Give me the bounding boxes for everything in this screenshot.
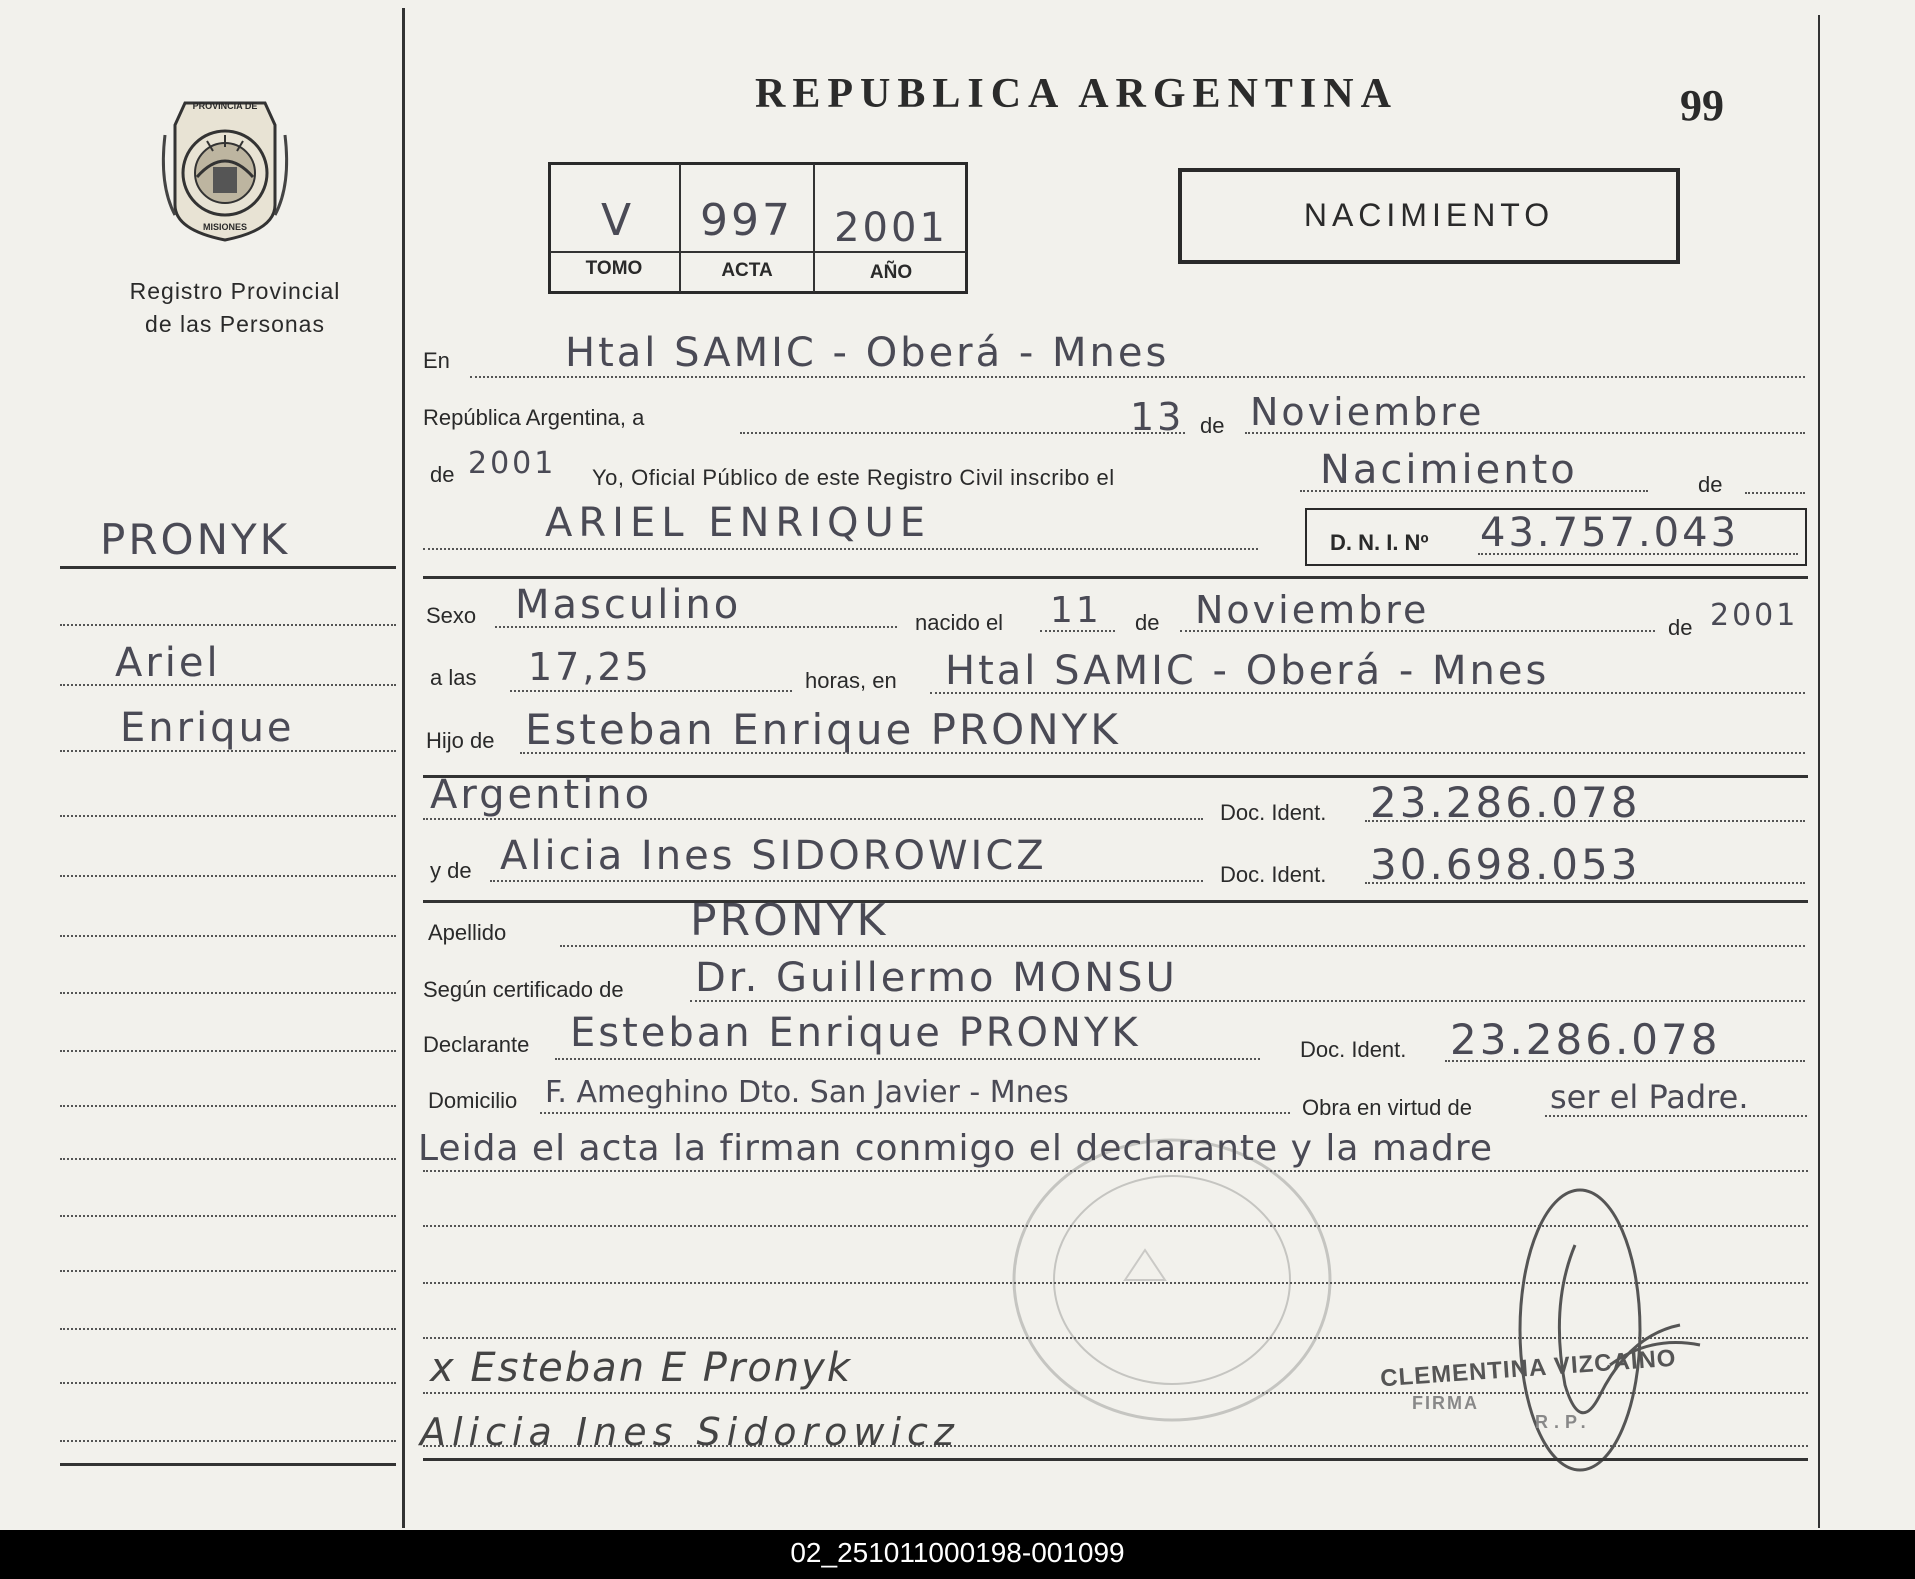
margin-surname: PRONYK: [100, 515, 291, 564]
nacido-de-label: de: [1135, 610, 1160, 635]
declarante-value: Esteban Enrique PRONYK: [570, 1010, 1141, 1056]
page-right-rule: [1818, 15, 1820, 1528]
signature-base-rule: [423, 1458, 1808, 1461]
officer-signature-scribble: [1500, 1185, 1720, 1475]
domicilio-label: Domicilio: [428, 1088, 518, 1113]
apellido-label: Apellido: [428, 920, 507, 945]
year-prefix-label: de: [430, 462, 455, 487]
declarante-line: [555, 1058, 1260, 1060]
hora-value: 17,25: [528, 645, 652, 689]
registry-name-line1: Registro Provincial: [129, 278, 341, 304]
nacido-de2-label: de: [1668, 615, 1693, 640]
madre-doc-label: Doc. Ident.: [1220, 862, 1327, 887]
padre-value: Esteban Enrique PRONYK: [525, 705, 1121, 754]
declarante-signature: x Esteban E Pronyk: [430, 1345, 852, 1391]
padre-doc-label: Doc. Ident.: [1220, 800, 1327, 825]
inscribe-text: Yo, Oficial Público de este Registro Civil inscribo el: [592, 465, 1115, 490]
officer-stamp-firma: FIRMA: [1412, 1393, 1479, 1413]
madre-doc-value: 30.698.053: [1370, 840, 1641, 889]
officer-stamp-rp: R.P.: [1535, 1412, 1592, 1432]
margin-left-rule: [402, 8, 405, 1528]
margin-surname-rule: [60, 566, 396, 569]
sexo-value: Masculino: [515, 582, 742, 628]
dni-value: 43.757.043: [1480, 510, 1740, 556]
madre-signature: Alicia Ines Sidorowicz: [420, 1410, 960, 1454]
hijo-label: Hijo de: [426, 728, 495, 753]
section-separator-1: [423, 576, 1808, 579]
footer-identifier: 02_251011000198-001099: [790, 1537, 1125, 1568]
officer-stamp-name: CLEMENTINA VIZCAINO: [1379, 1344, 1678, 1393]
acto-value: Nacimiento: [1320, 447, 1578, 493]
hora-line: [510, 690, 792, 692]
tomo-value: V: [600, 195, 635, 246]
record-box-divider-1: [679, 164, 681, 292]
acta-value: 997: [700, 195, 793, 246]
declarante-label: Declarante: [423, 1032, 530, 1057]
en-value: Htal SAMIC - Oberá - Mnes: [565, 330, 1170, 376]
nacido-dia: 11: [1050, 590, 1102, 631]
yde-label: y de: [430, 858, 472, 883]
padre-nac-line: [423, 818, 1203, 820]
domicilio-line: [540, 1112, 1290, 1114]
acto-de-label: de: [1698, 472, 1723, 497]
madre-line: [490, 880, 1203, 882]
domicilio-value: F. Ameghino Dto. San Javier - Mnes: [545, 1075, 1069, 1110]
document-type: NACIMIENTO: [1303, 197, 1555, 233]
sexo-label: Sexo: [426, 603, 477, 628]
registration-month: Noviembre: [1250, 390, 1485, 434]
madre-rule: [423, 900, 1808, 903]
acta-label: ACTA: [721, 260, 773, 281]
registration-year: 2001: [468, 446, 557, 481]
record-box-label-rule: [550, 251, 966, 253]
tomo-label: TOMO: [585, 258, 643, 279]
declarante-doc-value: 23.286.078: [1450, 1015, 1721, 1064]
seal-lettering-top: PROVINCIA DE: [192, 101, 258, 111]
anio-value: 2001: [834, 205, 948, 251]
registration-de-label: de: [1200, 413, 1225, 438]
nacido-label: nacido el: [915, 610, 1004, 635]
registry-name-line2: de las Personas: [145, 311, 325, 337]
registration-day: 13: [1130, 395, 1185, 439]
alas-label: a las: [430, 665, 477, 690]
child-name: ARIEL ENRIQUE: [545, 500, 932, 546]
leida-text: Leida el acta la firman conmigo el declarante y la madre: [418, 1128, 1493, 1169]
acto-de-line: [1745, 492, 1805, 494]
seal-lettering-bottom: MISIONES: [202, 222, 247, 232]
nombre-line: [423, 548, 1258, 550]
lugar-value: Htal SAMIC - Oberá - Mnes: [945, 648, 1550, 694]
anio-label: AÑO: [869, 262, 913, 283]
page-number: 99: [1680, 81, 1724, 130]
certificado-label: Según certificado de: [423, 977, 624, 1002]
margin-given-1: Ariel: [115, 640, 221, 686]
madre-value: Alicia Ines SIDOROWICZ: [500, 833, 1047, 879]
en-line: [470, 376, 1805, 378]
nacido-anio: 2001: [1710, 598, 1799, 633]
apellido-value: PRONYK: [690, 895, 889, 946]
record-box-divider-2: [813, 164, 815, 292]
republica-label: República Argentina, a: [423, 405, 645, 430]
registry-circular-stamp: [1005, 1130, 1340, 1430]
en-label: En: [423, 348, 450, 373]
padre-nacionalidad: Argentino: [430, 772, 653, 818]
page-title: REPUBLICA ARGENTINA: [755, 71, 1398, 117]
nacido-mes: Noviembre: [1195, 588, 1430, 632]
certificado-value: Dr. Guillermo MONSU: [695, 955, 1178, 1001]
obra-value: ser el Padre.: [1550, 1078, 1749, 1116]
declarante-doc-label: Doc. Ident.: [1300, 1037, 1407, 1062]
obra-label: Obra en virtud de: [1302, 1095, 1472, 1120]
margin-given-2: Enrique: [120, 705, 295, 751]
horas-en-label: horas, en: [805, 668, 897, 693]
dni-label: D. N. I. Nº: [1330, 530, 1429, 555]
padre-doc-value: 23.286.078: [1370, 778, 1641, 827]
republica-line-day: [740, 432, 1185, 434]
